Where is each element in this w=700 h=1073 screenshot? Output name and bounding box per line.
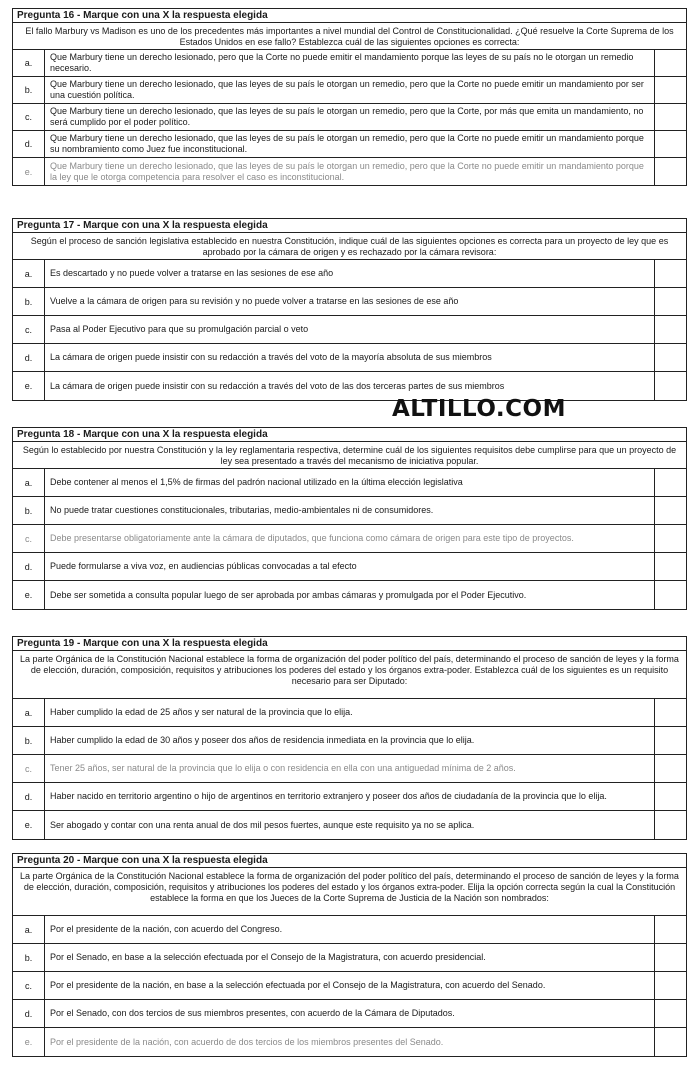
answer-box[interactable] [654,316,686,343]
answer-box[interactable] [654,77,686,103]
option-letter: e. [13,1028,45,1056]
option-letter: b. [13,288,45,315]
answer-box[interactable] [654,1000,686,1027]
option-a [13,260,686,288]
altillo-watermark: ALTILLO.COM [392,396,566,422]
option-e [13,581,686,609]
option-text: Haber cumplido la edad de 25 años y ser natural de la provincia que lo elija. [50,707,353,717]
option-b [13,288,686,316]
question-header: Pregunta 17 - Marque con una X la respuesta elegida [13,219,686,233]
option-a [13,916,686,944]
option-text: La cámara de origen puede insistir con su redacción a través del voto de las dos terceras partes de sus miembros [50,380,505,391]
option-text: Vuelve a la cámara de origen para su revisión y no puede volver a tratarse en las sesiones de ese año [50,296,459,306]
option-letter: d. [13,553,45,580]
option-text: Haber nacido en territorio argentino o hijo de argentinos en territorio extranjero y poseer dos años de ciudadanía de la provincia que lo elija. [50,791,607,801]
answer-box[interactable] [654,131,686,157]
question-header: Pregunta 18 - Marque con una X la respuesta elegida [13,428,686,442]
answer-box[interactable] [654,50,686,76]
option-letter: e. [13,581,45,609]
question-text: La parte Orgánica de la Constitución Nacional establece la forma de organización del poder político del país, determinando el proceso de sanción de leyes y la forma de elección, duración, composición, requisitos y atribuciones los poderes del estado y los órganos extra-poder. Elija la opción correcta según la cual la Constitución establece la forma en que los Jueces de la Corte Suprema de Justicia de la Nación son nombrados: [13,868,686,916]
question-text: Según el proceso de sanción legislativa establecido en nuestra Constitución, indique cuál de las siguientes opciones es correcta para un proyecto de ley que es aprobado por la cámara de origen y es rechazado por la cámara revisora: [13,233,686,260]
option-text: Por el Senado, con dos tercios de sus miembros presentes, con acuerdo de la Cámara de Diputados. [50,1008,455,1018]
answer-box[interactable] [654,972,686,999]
option-e [13,158,686,185]
option-text: Por el presidente de la nación, con acuerdo del Congreso. [50,924,283,934]
option-letter: b. [13,944,45,971]
option-a [13,699,686,727]
option-d [13,131,686,158]
answer-box[interactable] [654,260,686,287]
option-letter: c. [13,755,45,782]
option-letter: a. [13,50,45,76]
option-d [13,1000,686,1028]
answer-box[interactable] [654,755,686,782]
option-letter: c. [13,316,45,343]
option-text: Que Marbury tiene un derecho lesionado, que las leyes de su país le otorgan un remedio, pero que la Corte no puede emitir un mandamiento porque su nombramiento como Juez fue inconstitucional. [50,133,644,154]
option-e [13,811,686,839]
option-b [13,727,686,755]
answer-box[interactable] [654,497,686,524]
answer-box[interactable] [654,811,686,839]
option-letter: c. [13,104,45,130]
option-text: Por el presidente de la nación, en base a la selección efectuada por el Consejo de la Magistratura, con acuerdo del Senado. [50,980,546,990]
option-text: Que Marbury tiene un derecho lesionado, que las leyes de su país le otorgan un remedio, pero que la Corte no puede emitir un mandamiento porque la ley que le otorga competencia para resolver el caso es inconstitucional. [50,160,644,182]
answer-box[interactable] [654,916,686,943]
answer-box[interactable] [654,581,686,609]
option-c [13,972,686,1000]
option-c [13,525,686,553]
question-20 [12,853,687,1057]
option-text: Que Marbury tiene un derecho lesionado, que las leyes de su país le otorgan un remedio, pero que la Corte, por más que emita un mandamiento, no será cumplido por el poder político. [50,106,644,127]
option-e [13,1028,686,1056]
answer-box[interactable] [654,372,686,400]
option-letter: e. [13,158,45,185]
answer-box[interactable] [654,699,686,726]
option-d [13,344,686,372]
option-e [13,372,686,400]
option-c [13,755,686,783]
option-text: Debe ser sometida a consulta popular luego de ser aprobada por ambas cámaras y promulgada por el Poder Ejecutivo. [50,589,527,600]
answer-box[interactable] [654,553,686,580]
option-b [13,497,686,525]
answer-box[interactable] [654,1028,686,1056]
option-text: La cámara de origen puede insistir con su redacción a través del voto de la mayoría absoluta de sus miembros [50,352,492,362]
option-text: Que Marbury tiene un derecho lesionado, que las leyes de su país le otorgan un remedio, pero que la Corte no puede emitir un mandamiento por ser una cuestión política. [50,79,644,100]
answer-box[interactable] [654,727,686,754]
question-19 [12,636,687,840]
option-letter: d. [13,131,45,157]
option-text: Puede formularse a viva voz, en audiencias públicas convocadas a tal efecto [50,561,357,571]
question-17 [12,218,687,401]
option-text: Ser abogado y contar con una renta anual de dos mil pesos fuertes, aunque este requisito ya no se aplica. [50,819,475,830]
option-letter: b. [13,77,45,103]
question-header: Pregunta 16 - Marque con una X la respuesta elegida [13,9,686,23]
option-letter: b. [13,727,45,754]
question-text: El fallo Marbury vs Madison es uno de los precedentes más importantes a nivel mundial del Control de Constitucionalidad. ¿Qué resuelve la Corte Suprema de los Estados Unidos en ese fallo? Establezca cuál de las siguientes opciones es correcta: [13,23,686,50]
option-text: Por el presidente de la nación, con acuerdo de dos tercios de los miembros presentes del Senado. [50,1036,444,1047]
option-letter: a. [13,699,45,726]
answer-box[interactable] [654,469,686,496]
option-text: No puede tratar cuestiones constitucionales, tributarias, medio-ambientales ni de consumidores. [50,505,434,515]
option-letter: b. [13,497,45,524]
option-letter: c. [13,525,45,552]
answer-box[interactable] [654,104,686,130]
option-text: Pasa al Poder Ejecutivo para que su promulgación parcial o veto [50,324,309,334]
option-text: Por el Senado, en base a la selección efectuada por el Consejo de la Magistratura, con acuerdo presidencial. [50,952,486,962]
option-letter: d. [13,1000,45,1027]
option-a [13,469,686,497]
option-letter: a. [13,260,45,287]
question-18 [12,427,687,610]
option-text: Debe contener al menos el 1,5% de firmas del padrón nacional utilizado en la última elección legislativa [50,477,463,487]
answer-box[interactable] [654,344,686,371]
answer-box[interactable] [654,944,686,971]
option-b [13,77,686,104]
question-header: Pregunta 19 - Marque con una X la respuesta elegida [13,637,686,651]
question-16 [12,8,687,186]
option-letter: d. [13,344,45,371]
option-letter: a. [13,469,45,496]
option-b [13,944,686,972]
answer-box[interactable] [654,158,686,185]
option-letter: d. [13,783,45,810]
answer-box[interactable] [654,288,686,315]
question-text: La parte Orgánica de la Constitución Nacional establece la forma de organización del poder político del país, determinando el proceso de sanción de leyes y la forma de elección, duración, composición, requisitos y atribuciones los poderes del estado y los órganos extra-poder. Establezca cuál de los siguientes es un requisito necesario para ser Diputado: [13,651,686,699]
answer-box[interactable] [654,783,686,810]
question-header: Pregunta 20 - Marque con una X la respuesta elegida [13,854,686,868]
option-c [13,316,686,344]
option-letter: e. [13,811,45,839]
option-text: Debe presentarse obligatoriamente ante la cámara de diputados, que funciona como cámara de origen para este tipo de proyectos. [50,533,574,543]
option-letter: e. [13,372,45,400]
option-text: Haber cumplido la edad de 30 años y poseer dos años de residencia inmediata en la provincia que lo elija. [50,735,475,745]
option-text: Es descartado y no puede volver a tratarse en las sesiones de ese año [50,268,334,278]
option-a [13,50,686,77]
answer-box[interactable] [654,525,686,552]
option-d [13,553,686,581]
option-c [13,104,686,131]
question-text: Según lo establecido por nuestra Constitución y la ley reglamentaria respectiva, determine cuál de los siguientes requisitos debe cumplirse para que un proyecto de ley sea presentado a través del mecanismo de iniciativa popular. [13,442,686,469]
option-text: Tener 25 años, ser natural de la provincia que lo elija o con residencia en ella con una antiguedad mínima de 2 años. [50,763,516,773]
option-d [13,783,686,811]
option-text: Que Marbury tiene un derecho lesionado, pero que la Corte no puede emitir el mandamiento porque las leyes de su país no le otorgan un remedio necesario. [50,52,634,73]
option-letter: c. [13,972,45,999]
option-letter: a. [13,916,45,943]
